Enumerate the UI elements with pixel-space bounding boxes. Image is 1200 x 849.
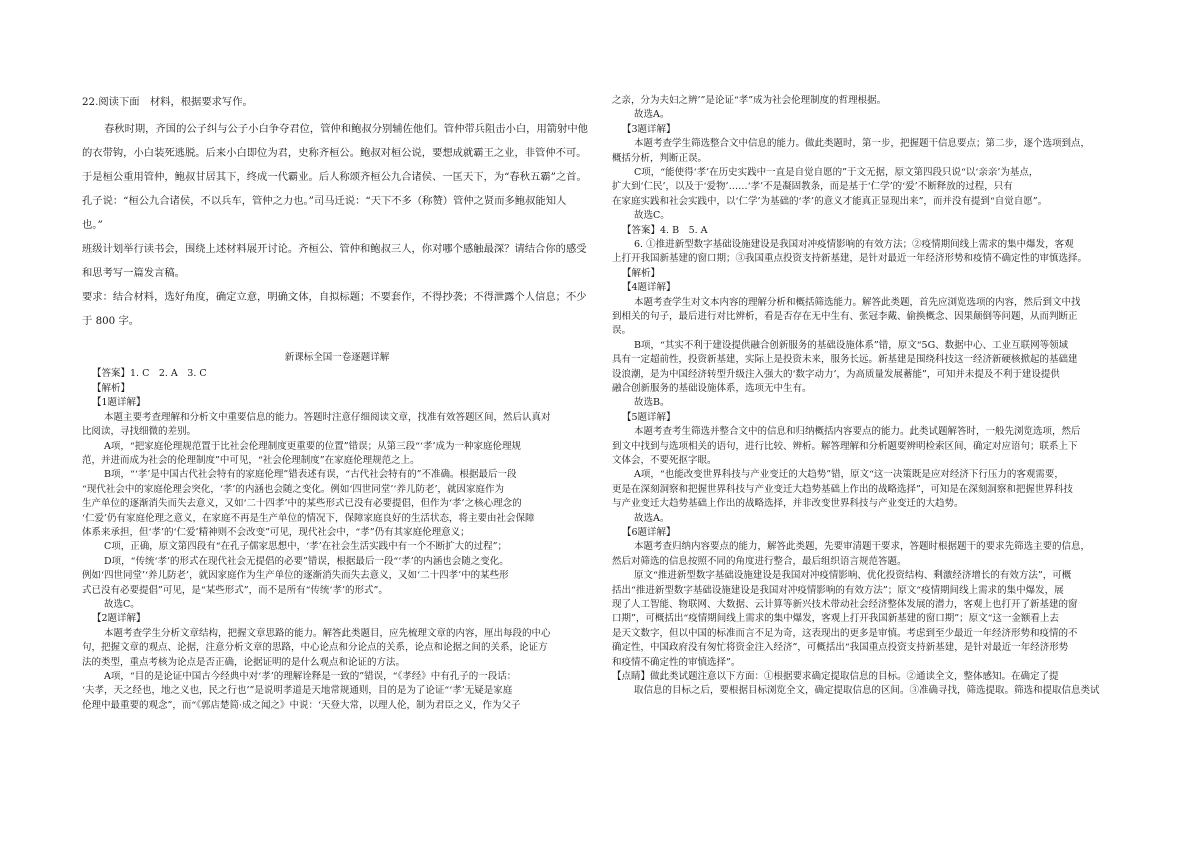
explanation-line: 与产业变迁大趋势基础上作出的战略选择，并非改变世界科技与产业变迁的大趋势。 [612, 498, 964, 509]
explanation-line: A项，“把家庭伦理规范置于比社会伦理制度更重要的位置”错误；从第三段“‘孝’成为一种家庭伦理规 [104, 441, 521, 452]
explanation-line: ‘夫孝，天之经也，地之义也，民之行也’”是说明孝道是天地常规通则，目的是为了论证“‘孝’无疑是家庭 [82, 685, 513, 696]
choice-conclusion: 故选A。 [634, 513, 670, 524]
explanation-line: 和疫情不确定性的审慎选择”。 [612, 657, 741, 668]
explanation-line: 伦理中最重要的观念”，而“《郭店楚简·成之闻之》中说：‘天登大常，以理人伦，制为君臣之义，作为父子 [82, 700, 521, 711]
explanation-line: 法的类型，重点考核为论点是否正确，论据证明的是什么观点和论证的方法。 [82, 657, 406, 668]
explanation-line: 扩大到‘仁民’，以及于‘爱物’……‘孝’不是凝固教条，而是基于‘仁学’的‘爱’不断释放的过程，只有 [612, 181, 1013, 192]
explanation-line: 原文“推进新型数字基础设施建设是我国对冲疫情影响、优化投资结构、剩激经济增长的有效方法”，可概 [634, 570, 1072, 581]
q22-requirement-line: 于 800 字。 [82, 315, 140, 327]
explanation-line: 本题考查学生对文本内容的理解分析和概括筛选能力。解答此类题，首先应浏览选项的内容，然后到文中找 [634, 297, 1081, 308]
choice-conclusion: 故选A。 [634, 109, 670, 120]
choice-conclusion: 故选C。 [104, 599, 140, 610]
explanation-line: B项，“其实不利于建设提供融合创新服务的基础设施体系”错，原文“5G、数据中心、工业互联网等领域 [634, 340, 1069, 351]
q22-material-line: 的衣带钩，小白装死逃脱。后来小白即位为君，史称齐桓公。鲍叔对桓公说，要想成就霸王之业，非管仲不可。 [82, 147, 587, 159]
explanation-line: 本题主要考查理解和分析文中重要信息的能力。答题时注意仔细阅读文章，找准有效答题区间，然后认真对 [104, 412, 551, 423]
explanation-line: 更是在深刻洞察和把握世界科技与产业变迁大趋势基础上作出的战略选择”，可知是在深刻洞察和把握世界科技 [612, 484, 1073, 495]
explanation-line: 本题考查归纳内容要点的能力，解答此类题，先要审清题干要求，答题时根据题干的要求先筛选主要的信息， [634, 541, 1091, 552]
explanation-line: 融合创新服务的基础设施体系，选项无中生有。 [612, 383, 812, 394]
q4-detail-label: 【4题详解】 [622, 282, 676, 293]
explanation-line: 现了人工智能、物联网、大数据、云计算等新兴技术带动社会经济整体发展的潜力，客观上也打开了新基建的窗 [612, 599, 1078, 610]
section-title: 新课标全国一卷逐题详解 [284, 352, 390, 363]
explanation-line: 到相关的句子，最后进行对比辨析，看是否存在无中生有、张冠李戴、偷换概念、因果颠倒等问题，从而判断正 [612, 311, 1078, 322]
explanation-line: 【点睛】做此类试题注意以下方面：①根据要求确定提取信息的目标。②通读全文，整体感知。在确定了提 [612, 671, 1059, 682]
explanation-line: B项，“‘孝’是中国古代社会特有的家庭伦理”错表述有误，“古代社会特有的”不准确。根据最后一段 [104, 469, 517, 480]
q22-heading: 22.阅读下面 材料，根据要求写作。 [82, 96, 253, 108]
explanation-line: 是天文数字，但以中国的标准而言不足为奇，这表现出的更多是审慎。考虑到至少最近一年经济形势和疫情的不 [612, 628, 1078, 639]
explanation-line: 到文中找到与选项相关的语句，进行比较、辨析。解答理解和分析题要辨明检索区间，确定对应语句；联系上下 [612, 441, 1078, 452]
explanation-line: 然后对筛选的信息按照不同的角度进行整合，最后组织语言规范答题。 [612, 556, 907, 567]
q22-task-line: 和思考写一篇发言稿。 [82, 267, 185, 279]
explanation-line: 句，把握文章的观点、论据，注意分析文章的思路，中心论点和分论点的关系，论点和论据之间的关系，论证方 [82, 642, 548, 653]
explanation-line: 生产单位的逐渐消失而失去意义，又如‘二十四孝’中的某些形式已没有必要提倡，但作为‘孝’之核心理念的 [82, 498, 522, 509]
explanation-line: 设浪潮，是为中国经济转型升级注入强大的‘数字动力’，为高质量发展蓄能”，可知并未提及不利于建设提供 [612, 369, 1060, 380]
answer-key: 【答案】1. C 2. A 3. C [92, 368, 207, 379]
explanation-line: D项，“传统‘孝’的形式在现代社会无提倡的必要”错误，根据最后一段“‘孝’的内涵也会随之变化。 [104, 556, 509, 567]
explanation-line: 括出“推进新型数字基础设施建设是我国对冲疫情影响的有效方法”；原文“疫情期间线上需求的集中爆发，展 [612, 585, 1064, 596]
explanation-line: 口期”，可概括出“疫情期间线上需求的集中爆发，客观上打开我国新基建的窗口期”；原文“这一金额看上去 [612, 613, 1059, 624]
q22-material-line: 孔子说：“桓公九合诸侯，不以兵车，管仲之力也。”司马迁说：“天下不多（称赞）管仲之贤而多鲍叔能知人 [82, 195, 567, 207]
answer-line: 上打开我国新基建的窗口期；③我国重点投资支持新基建，是针对最近一年经济形势和疫情不确定性的审慎选择。 [612, 253, 1088, 264]
explanation-line: C项，正确，原文第四段有“在孔子儒家思想中，‘孝’在社会生活实践中有一个不断扩大的过程”； [104, 541, 508, 552]
explanation-line: 本题考查学生筛选整合文中信息的能力。做此类题时，第一步，把握题干信息要点；第二步，逐个选项到点， [634, 138, 1091, 149]
explanation-line: 在家庭实践和社会实践中，以‘仁学’为基础的‘孝’的意义才能真正显现出来”，而并没有提到“自觉自愿”。 [612, 196, 1048, 207]
explanation-line: ‘仁爱’仍有家庭伦理之意义，在家庭不再是生产单位的情况下，保障家庭良好的生活状态，将主要由社会保障 [82, 513, 535, 524]
explanation-line: 确定性，中国政府没有匆忙将资金注入经济”，可概括出“我国重点投资支持新基建，是针对最近一年经济形势 [612, 642, 1069, 653]
explanation-line: 之亲，分为夫妇之辨’”是论证“孝”成为社会伦理制度的哲理根据。 [612, 95, 887, 106]
q22-material-line: 也。” [82, 219, 103, 231]
answer-line: 6. ①推进新型数字基础设施建设是我国对冲疫情影响的有效方法；②疫情期间线上需求的集中爆发，客观 [634, 239, 1074, 250]
explanation-line: 本题考查学生分析文章结构，把握文章思路的能力。解答此类题目，应先梳理文章的内容，厘出每段的中心 [104, 628, 551, 639]
explanation-line: 文体会，不要死抠字眼。 [612, 455, 717, 466]
q6-detail-label: 【6题详解】 [622, 527, 676, 538]
explanation-line: 范，并进而成为社会的伦理制度”中可见，“社会伦理制度”在家庭伦理规范之上。 [82, 455, 420, 466]
explanation-line: 体系来承担，但‘孝’的‘仁爱’精神则不会改变”可见，现代社会中，“孝”仍有其家庭伦理意义； [82, 527, 470, 538]
q2-detail-label: 【2题详解】 [92, 613, 146, 624]
explanation-line: 具有一定超前性，投资新基建，实际上是投资未来，服务长远。新基建是围绕科技这一经济新硬核掀起的基础建 [612, 354, 1078, 365]
q22-material-line: 春秋时期，齐国的公子纠与公子小白争夺君位，管仲和鲍叔分别辅佐他们。管仲带兵阻击小白，用箭射中他 [104, 123, 588, 135]
explanation-line: 例如‘四世同堂’‘养儿防老’，就因家庭作为生产单位的逐渐消失而失去意义，又如‘二十四孝’中的某些形 [82, 570, 509, 581]
explanation-line: 概括分析，判断正误。 [612, 153, 708, 164]
explanation-line: C项，“能使得‘孝’在历史实践中一直是自觉自愿的”于文无据，原文第四段只说“以‘亲亲’为基点， [634, 167, 1039, 178]
analysis-label: 【解析】 [92, 383, 131, 394]
q22-requirement-line: 要求：结合材料，选好角度，确定立意，明确文体，自拟标题；不要套作，不得抄袭；不得泄露个人信息；不少 [82, 291, 587, 303]
choice-conclusion: 故选B。 [634, 397, 670, 408]
q22-material-line: 于是桓公重用管仲，鲍叔甘居其下，终成一代霸业。后人称颂齐桓公九合诸侯、一匡天下，为“春秋五霸”之首。 [82, 171, 587, 183]
explanation-line: 式已没有必要提倡”可见，是“某些形式”，而不是所有“传统‘孝’的形式”。 [82, 585, 388, 596]
answer-key: 【答案】4. B 5. A [622, 225, 708, 236]
explanation-line: A项，“目的是论证中国古今经典中对‘孝’的理解诠释是一致的”错误，“《孝经》中有孔子的一段话： [104, 671, 517, 682]
choice-conclusion: 故选C。 [634, 210, 670, 221]
tip-line: 取信息的目标之后，要根据目标浏览全文，确定提取信息的区间。③准确寻找，筛选提取。筛选和提取信息类试 [634, 685, 1100, 696]
q1-detail-label: 【1题详解】 [92, 397, 146, 408]
explanation-line: “现代社会中的家庭伦理会突化，‘孝’的内涵也会随之变化。例如‘四世同堂’‘养儿防老’，就因家庭作为 [82, 484, 504, 495]
analysis-label: 【解析】 [622, 268, 661, 279]
q5-detail-label: 【5题详解】 [622, 412, 676, 423]
explanation-line: 误。 [612, 325, 632, 336]
explanation-line: 比阅读，寻找细微的差别。 [82, 426, 197, 437]
q3-detail-label: 【3题详解】 [622, 124, 676, 135]
explanation-line: 本题考查考生筛选并整合文中的信息和归纳概括内容要点的能力。此类试题解答时，一般先浏览选项，然后 [634, 426, 1081, 437]
q22-task-line: 班级计划举行读书会，围绕上述材料展开讨论。齐桓公、管仲和鲍叔三人，你对哪个感触最深？请结合你的感受 [82, 243, 587, 255]
explanation-line: A项，“也能改变世界科技与产业变迁的大趋势”错，原文“这一决策既是应对经济下行压力的客观需要， [634, 469, 1064, 480]
